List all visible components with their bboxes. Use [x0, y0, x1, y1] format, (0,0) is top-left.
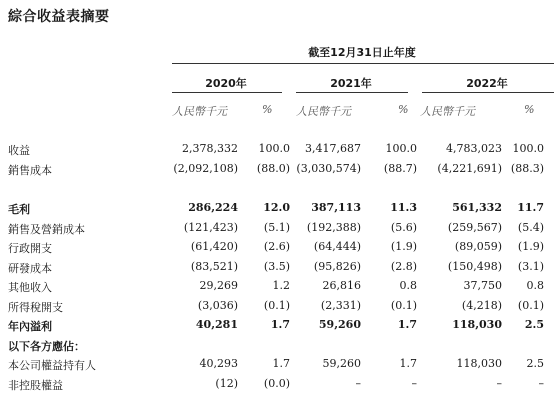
cell-pct-2020: (0.1) [263, 298, 290, 312]
year-header-2021: 2021年 [330, 77, 372, 90]
cell-pct-2022: 2.5 [526, 357, 544, 370]
cell-amount-2020: (121,423) [183, 220, 238, 234]
cell-pct-2020: (0.0) [263, 376, 290, 390]
cell-pct-2020: (5.1) [263, 220, 290, 234]
cell-amount-2022: 37,750 [463, 279, 502, 292]
cell-amount-2020: (83,521) [190, 259, 238, 273]
cell-amount-2020: (3,036) [197, 298, 238, 312]
cell-amount-2022: 118,030 [452, 318, 502, 331]
cell-pct-2021: (2.8) [390, 259, 417, 273]
cell-amount-2020: 29,269 [199, 279, 238, 292]
cell-pct-2021: (0.1) [390, 298, 417, 312]
row-label: 研發成本 [8, 261, 52, 275]
cell-amount-2021: (95,826) [313, 259, 361, 273]
cell-amount-2020: (12) [215, 376, 238, 390]
page-title: 綜合收益表摘要 [8, 9, 110, 25]
cell-amount-2020: (61,420) [190, 240, 238, 253]
table-row [0, 199, 554, 219]
cell-pct-2021: 1.7 [399, 357, 417, 370]
cell-amount-2020: (2,092,108) [173, 161, 238, 175]
cell-amount-2021: (192,388) [306, 220, 361, 234]
cell-pct-2022: 2.5 [524, 318, 544, 331]
cell-pct-2020: 100.0 [258, 142, 290, 155]
table-row [0, 238, 554, 258]
cell-amount-2022: (259,567) [447, 220, 502, 234]
cell-pct-2020: 1.7 [272, 357, 290, 370]
cell-pct-2020: 1.2 [272, 279, 290, 292]
table-row [0, 160, 554, 180]
summary-table [0, 140, 554, 394]
table-row [0, 219, 554, 239]
cell-pct-2021: (88.7) [383, 161, 417, 175]
cell-pct-2022: – [538, 376, 544, 390]
row-label: 以下各方應佔： [8, 339, 85, 353]
cell-pct-2021: 11.3 [390, 201, 417, 214]
table-row [0, 375, 554, 395]
cell-pct-2021: – [411, 376, 417, 390]
cell-amount-2021: – [355, 376, 361, 390]
cell-amount-2022: 4,783,023 [446, 142, 502, 155]
cell-pct-2022: 0.8 [526, 279, 544, 292]
cell-amount-2022: (89,059) [454, 240, 502, 253]
row-label: 銷售成本 [8, 163, 52, 177]
cell-pct-2022: 100.0 [512, 142, 544, 155]
cell-amount-2022: 118,030 [456, 357, 502, 370]
unit-pct-2021: % [398, 103, 409, 116]
cell-amount-2020: 40,293 [199, 357, 238, 370]
cell-amount-2021: 59,260 [318, 318, 361, 331]
cell-pct-2021: (5.6) [390, 220, 417, 234]
unit-amount-2020: 人民幣千元 [172, 105, 227, 118]
cell-amount-2022: (150,498) [447, 259, 502, 273]
cell-pct-2020: (88.0) [256, 161, 290, 175]
cell-pct-2022: (0.1) [517, 298, 544, 312]
cell-amount-2021: 59,260 [322, 357, 361, 370]
cell-pct-2021: 100.0 [385, 142, 417, 155]
year-underline-2020 [172, 92, 282, 93]
table-row [0, 316, 554, 336]
row-label: 銷售及營銷成本 [8, 222, 85, 236]
table-row [0, 258, 554, 278]
unit-pct-2022: % [524, 103, 535, 116]
cell-amount-2020: 2,378,332 [182, 142, 238, 155]
cell-amount-2022: – [496, 376, 502, 390]
period-underline [172, 63, 554, 64]
cell-amount-2021: 26,816 [322, 279, 361, 292]
table-row [0, 277, 554, 297]
unit-amount-2022: 人民幣千元 [420, 105, 475, 118]
cell-pct-2022: (5.4) [517, 220, 544, 234]
table-row [0, 297, 554, 317]
cell-amount-2021: (2,331) [320, 298, 361, 312]
row-label: 年內溢利 [8, 320, 52, 333]
cell-amount-2021: (64,444) [313, 240, 361, 253]
table-row [0, 140, 554, 160]
cell-pct-2020: 1.7 [270, 318, 290, 331]
year-underline-2021 [296, 92, 408, 93]
row-label: 其他收入 [8, 281, 52, 294]
cell-pct-2020: (2.6) [263, 240, 290, 253]
cell-pct-2022: 11.7 [517, 201, 544, 214]
cell-amount-2022: (4,218) [461, 298, 502, 312]
cell-pct-2020: (3.5) [263, 259, 290, 273]
cell-amount-2020: 286,224 [188, 201, 238, 214]
cell-pct-2021: 1.7 [397, 318, 417, 331]
period-header: 截至12月31日止年度 [308, 46, 416, 59]
unit-amount-2021: 人民幣千元 [296, 105, 351, 118]
cell-pct-2022: (1.9) [517, 240, 544, 253]
row-label: 行政開支 [8, 242, 52, 255]
cell-pct-2022: (3.1) [517, 259, 544, 273]
cell-amount-2021: 387,113 [311, 201, 361, 214]
cell-pct-2020: 12.0 [263, 201, 290, 214]
cell-amount-2022: (4,221,691) [437, 161, 502, 175]
table-row [0, 355, 554, 375]
cell-amount-2021: (3,030,574) [296, 161, 361, 175]
cell-pct-2021: 0.8 [399, 279, 417, 292]
year-header-2020: 2020年 [205, 77, 247, 90]
row-label: 收益 [8, 144, 30, 157]
year-underline-2022 [422, 92, 554, 93]
table-row [0, 336, 554, 356]
year-header-2022: 2022年 [466, 77, 508, 90]
unit-pct-2020: % [262, 103, 273, 116]
cell-pct-2021: (1.9) [390, 240, 417, 253]
row-label: 本公司權益持有人 [8, 359, 96, 372]
row-label: 毛利 [8, 203, 30, 216]
row-label: 非控股權益 [8, 378, 63, 392]
cell-amount-2021: 3,417,687 [305, 142, 361, 155]
cell-amount-2022: 561,332 [452, 201, 502, 214]
cell-amount-2020: 40,281 [195, 318, 238, 331]
row-label: 所得稅開支 [8, 300, 63, 314]
cell-pct-2022: (88.3) [510, 161, 544, 175]
